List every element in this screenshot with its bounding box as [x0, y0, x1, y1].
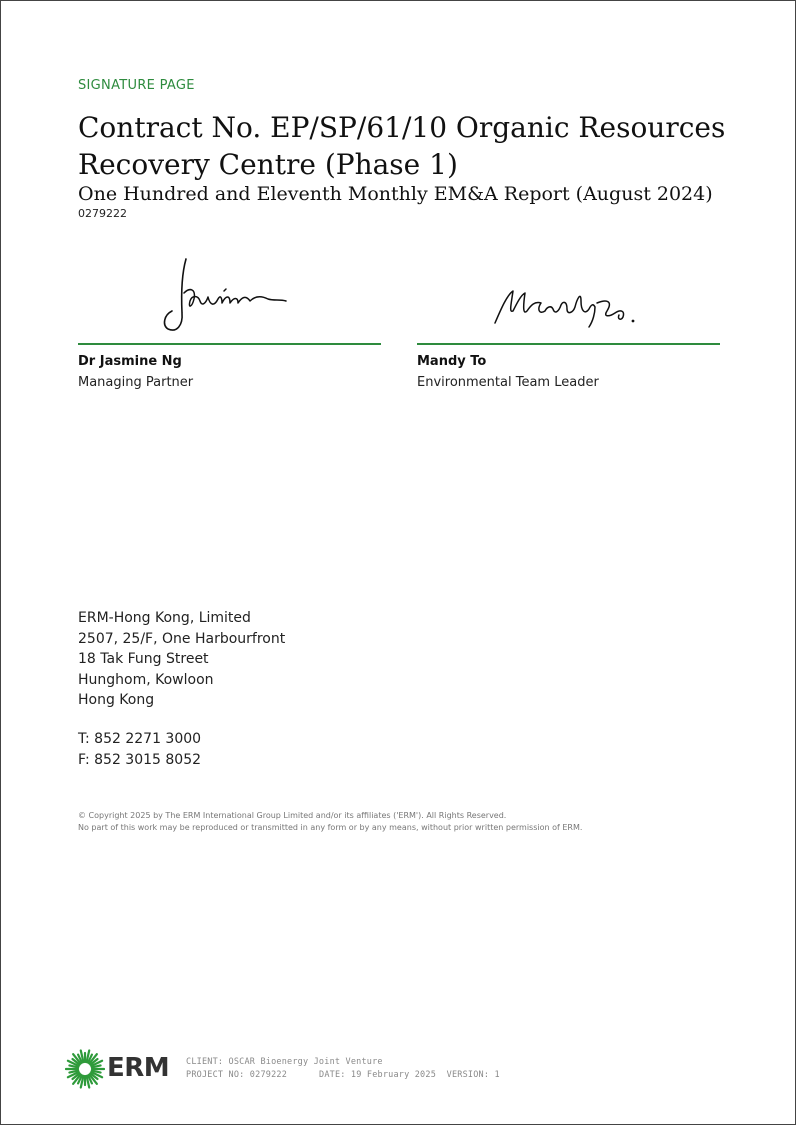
- signatory-name-right: Mandy To: [417, 354, 487, 369]
- signature-mandy-image: [417, 251, 720, 347]
- footer-meta: [186, 1056, 500, 1082]
- footer-details-row: [186, 1069, 500, 1082]
- signature-line-left: [78, 343, 381, 345]
- address-line: Hunghom, Kowloon: [78, 671, 214, 688]
- signatory-role-right: Environmental Team Leader: [417, 375, 599, 390]
- address-line: 18 Tak Fung Street: [78, 651, 209, 667]
- address-line: Hong Kong: [78, 692, 155, 708]
- address-line: 2507, 25/F, One Harbourfront: [78, 630, 286, 647]
- document-subtitle: One Hundred and Eleventh Monthly EM&A Report (August 2024): [78, 183, 713, 205]
- signature-jasmine-image: [78, 251, 381, 347]
- signatory-role-left: Managing Partner: [78, 375, 194, 390]
- erm-burst-icon: [65, 1049, 105, 1089]
- section-label: SIGNATURE PAGE: [78, 78, 195, 93]
- fax-number: F: 852 3015 8052: [78, 751, 202, 768]
- project-number: 0279222: [78, 207, 127, 220]
- footer-date: DATE: 19 February 2025: [319, 1070, 437, 1080]
- footer-version: VERSION: 1: [446, 1070, 500, 1080]
- footer-project-no: PROJECT NO: 0279222: [186, 1070, 288, 1080]
- copyright-line: No part of this work may be reproduced or transmitted in any form or by any means, without prior written permission of ERM.: [78, 823, 583, 832]
- phone-number: T: 852 2271 3000: [78, 731, 202, 747]
- erm-logo: [65, 1049, 175, 1089]
- copyright-line: © Copyright 2025 by The ERM International Group Limited and/or its affiliates ('ERM'). All Rights Reserved.: [78, 811, 507, 820]
- signature-line-right: [417, 343, 720, 345]
- footer-client: CLIENT: OSCAR Bioenergy Joint Venture: [186, 1057, 383, 1067]
- contact-info: [78, 729, 201, 770]
- address-line: ERM-Hong Kong, Limited: [78, 610, 251, 626]
- signatory-name-left: Dr Jasmine Ng: [78, 354, 182, 369]
- company-address: [78, 608, 285, 711]
- document-title: Contract No. EP/SP/61/10 Organic Resources Recovery Centre (Phase 1): [78, 111, 726, 181]
- copyright-notice: [78, 810, 582, 834]
- logo-wordmark: ERM: [107, 1053, 170, 1083]
- signature-block-left: [78, 251, 381, 347]
- signature-block-right: [417, 251, 720, 347]
